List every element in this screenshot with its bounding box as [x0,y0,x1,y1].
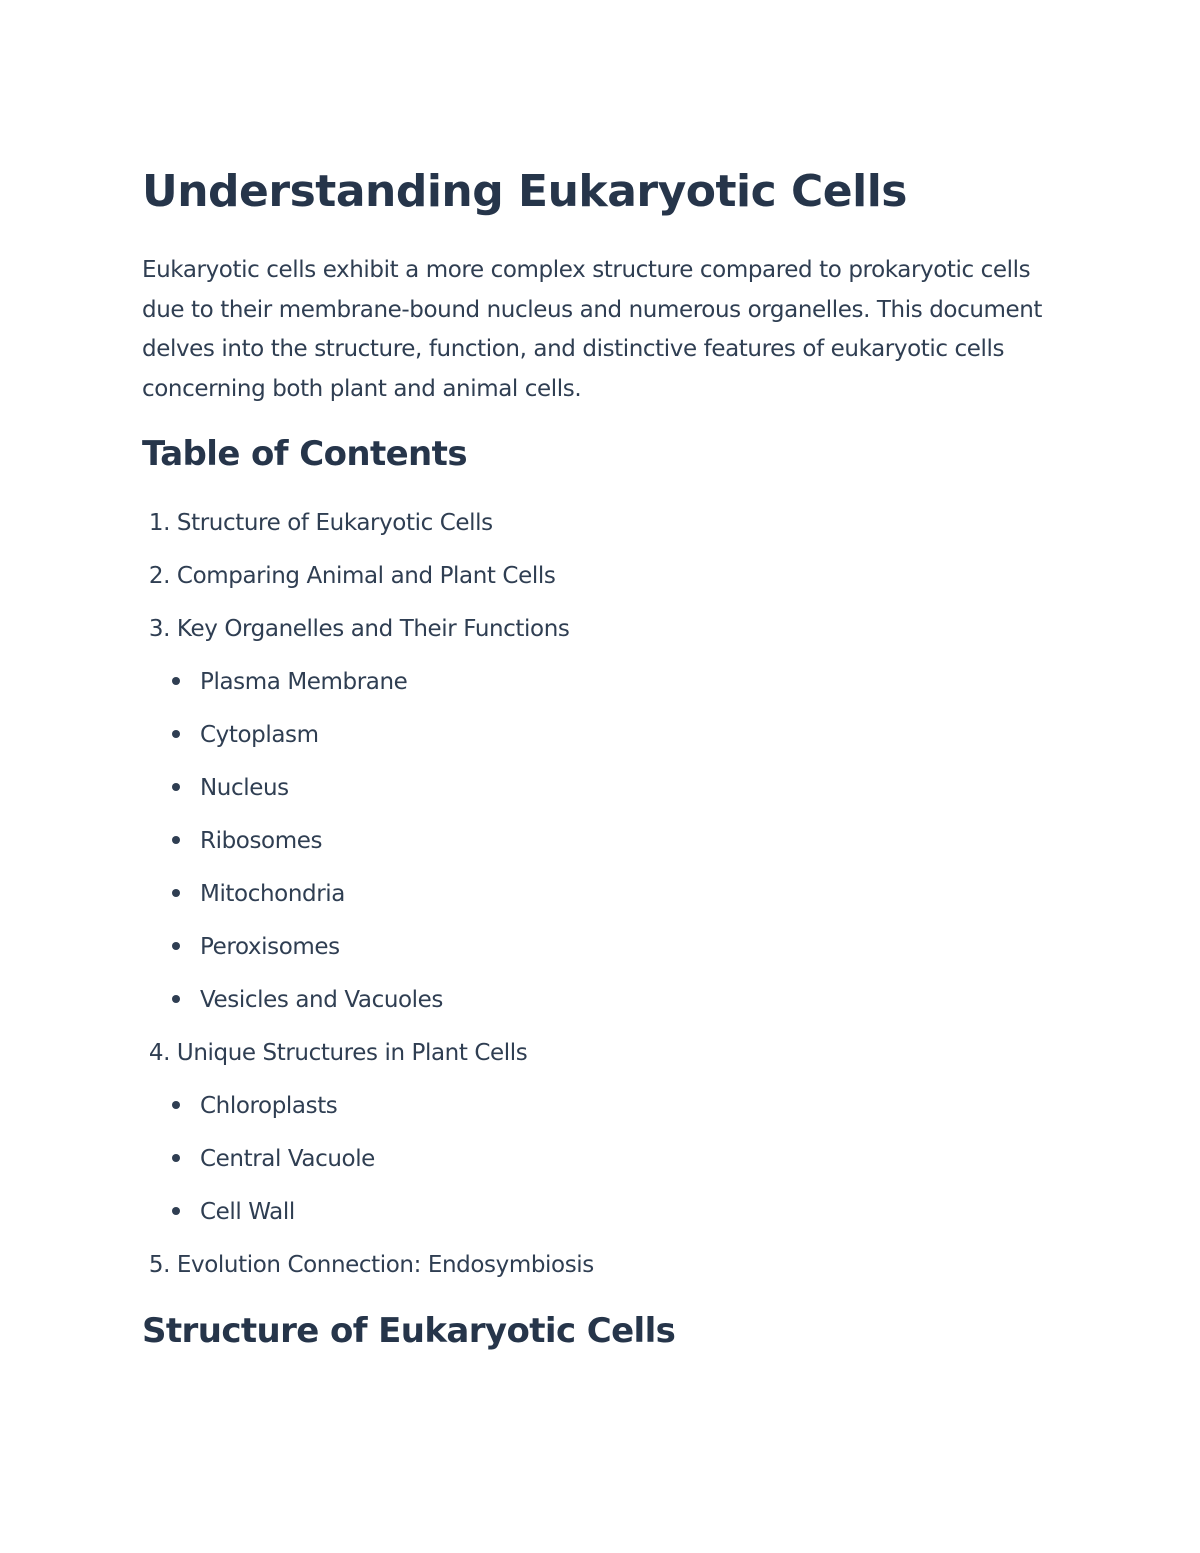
toc-subitem[interactable] [142,876,594,929]
toc-item-label: Key Organelles and Their Functions [176,616,570,642]
section-heading: Structure of Eukaryotic Cells [142,1311,676,1351]
toc-item-number: 1. [148,510,170,536]
toc-subitem-label: Cell Wall [200,1199,295,1225]
toc-subitem[interactable] [142,717,594,770]
toc-item[interactable] [142,1247,594,1300]
toc-item-number: 2. [148,563,170,589]
bullet-icon [172,677,180,685]
toc-subitem-label: Chloroplasts [200,1093,338,1119]
toc-item[interactable] [142,1035,594,1088]
toc-subitem[interactable] [142,982,594,1035]
bullet-icon [172,1101,180,1109]
toc-item-number: 3. [148,616,170,642]
toc-subitem[interactable] [142,770,594,823]
document-title: Understanding Eukaryotic Cells [142,166,907,217]
bullet-icon [172,942,180,950]
table-of-contents [142,505,594,1300]
toc-heading: Table of Contents [142,434,467,474]
toc-item-label: Comparing Animal and Plant Cells [176,563,556,589]
toc-item-number: 5. [148,1252,170,1278]
toc-item[interactable] [142,611,594,664]
bullet-icon [172,783,180,791]
toc-subitem[interactable] [142,929,594,982]
toc-subitem-label: Ribosomes [200,828,323,854]
toc-subitem[interactable] [142,664,594,717]
toc-subitem-label: Vesicles and Vacuoles [200,987,443,1013]
toc-subitem[interactable] [142,1194,594,1247]
toc-item-label: Unique Structures in Plant Cells [176,1040,528,1066]
bullet-icon [172,889,180,897]
toc-item-number: 4. [148,1040,170,1066]
toc-item[interactable] [142,505,594,558]
bullet-icon [172,1207,180,1215]
bullet-icon [172,995,180,1003]
bullet-icon [172,1154,180,1162]
toc-item[interactable] [142,558,594,611]
toc-subitem-label: Peroxisomes [200,934,340,960]
toc-subitem-label: Plasma Membrane [200,669,408,695]
toc-subitem[interactable] [142,1141,594,1194]
toc-subitem-label: Nucleus [200,775,289,801]
toc-subitem[interactable] [142,823,594,876]
bullet-icon [172,836,180,844]
toc-item-label: Evolution Connection: Endosymbiosis [176,1252,594,1278]
toc-subitem-label: Mitochondria [200,881,345,907]
toc-subitem-label: Central Vacuole [200,1146,375,1172]
toc-subitem-label: Cytoplasm [200,722,319,748]
bullet-icon [172,730,180,738]
toc-subitem[interactable] [142,1088,594,1141]
intro-paragraph: Eukaryotic cells exhibit a more complex structure compared to prokaryotic cells due to their membrane-bound nucleus and numerous organelles. This document delves into the structure, function, and distinctive features of eukaryotic cells concerning both plant and animal cells. [142,257,1043,402]
toc-item-label: Structure of Eukaryotic Cells [176,510,493,536]
